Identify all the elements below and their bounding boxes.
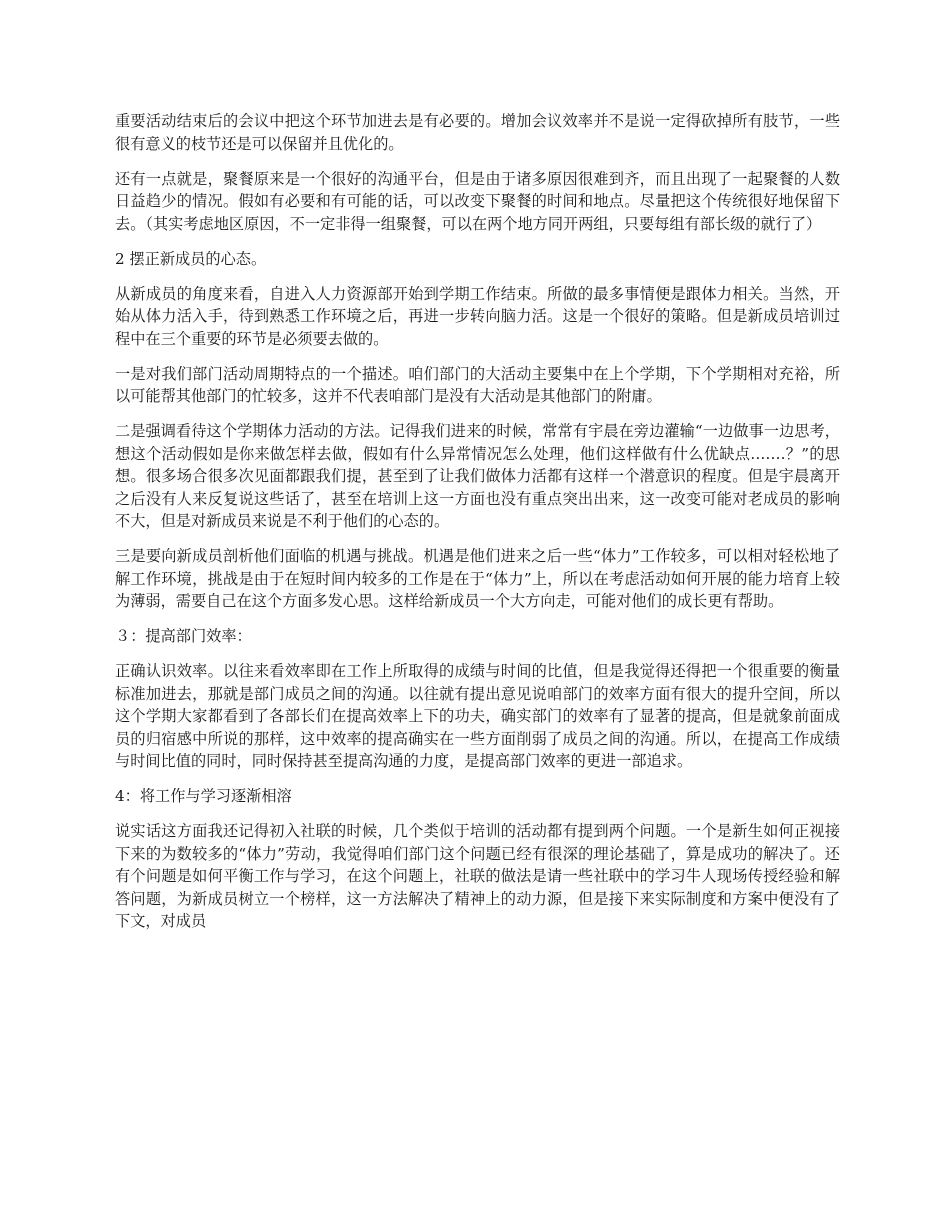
paragraph-efficiency: 正确认识效率。以往来看效率即在工作上所取得的成绩与时间的比值，但是我觉得还得把一个很重要的衡量标准加进去，那就是部门成员之间的沟通。以往就有提出意见说咱部门的效率方面有很大的提升空间，所以这个学期大家都看到了各部长们在提高效率上下的功夫，确实部门的效率有了显著的提高，但是就象前面成员的归宿感中所说的那样，这中效率的提高确实在一些方面削弱了成员之间的沟通。所以，在提高工作成绩与时间比值的同时，同时保持甚至提高沟通的力度，是提高部门效率的更进一部追求。 — [115, 662, 840, 770]
paragraph-meeting-efficiency: 重要活动结束后的会议中把这个环节加进去是有必要的。增加会议效率并不是说一定得砍掉所有肢节，一些很有意义的枝节还是可以保留并且优化的。 — [115, 112, 840, 153]
paragraph-point-three: 三是要向新成员剖析他们面临的机遇与挑战。机遇是他们进来之后一些“体力”工作较多，可以相对轻松地了解工作环境，挑战是由于在短时间内较多的工作是在于“体力”上，所以在考虑活动如何开展的能力培育上较为薄弱，需要自己在这个方面多发心思。这样给新成员一个大方向走，可能对他们的成长更有帮助。 — [115, 547, 840, 610]
section-heading-4: 4：将工作与学习逐渐相溶 — [115, 787, 292, 805]
document-body — [115, 110, 840, 945]
paragraph-new-member-perspective: 从新成员的角度来看，自进入人力资源部开始到学期工作结束。所做的最多事情便是跟体力相关。当然，开始从体力活入手，待到熟悉工作环境之后，再进一步转向脑力活。这是一个很好的策略。但是新成员培训过程中在三个重要的环节是必须要去做的。 — [115, 284, 840, 348]
paragraph-point-two: 二是强调看待这个学期体力活动的方法。记得我们进来的时候，常常有宇晨在旁边灌输“一边做事一边思考，想这个活动假如是你来做怎样去做，假如有什么异常情况怎么处理，他们这样做有什么优缺点…….？”的思想。很多场合很多次见面都跟我们提，甚至到了让我们做体力活都有这样一个潜意识的程度。但是宇晨离开之后没有人来反复说这些话了，甚至在培训上这一方面也没有重点突出出来，这一改变可能对老成员的影响不大，但是对新成员来说是不利于他们的心态的。 — [115, 422, 840, 530]
paragraph-point-one: 一是对我们部门活动周期特点的一个描述。咱们部门的大活动主要集中在上个学期，下个学期相对充裕，所以可能帮其他部门的忙较多，这并不代表咱部门是没有大活动是其他部门的附庸。 — [115, 364, 840, 405]
section-heading-2: 2 摆正新成员的心态。 — [115, 249, 267, 268]
section-heading-3: ３：提高部门效率： — [115, 627, 252, 645]
paragraph-dinner-gathering: 还有一点就是，聚餐原来是一个很好的沟通平台，但是由于诸多原因很难到齐，而且出现了一起聚餐的人数日益趋少的情况。假如有必要和有可能的话，可以改变下聚餐的时间和地点。尽量把这个传统很好地保留下去。（其实考虑地区原因，不一定非得一组聚餐，可以在两个地方同开两组，只要每组有部长级的就行了） — [115, 169, 840, 233]
paragraph-work-study: 说实话这方面我还记得初入社联的时候，几个类似于培训的活动都有提到两个问题。一个是新生如何正视接下来的为数较多的“体力”劳动，我觉得咱们部门这个问题已经有很深的理论基础了，算是成功的解决了。还有个问题是如何平衡工作与学习，在这个问题上，社联的做法是请一些社联中的学习牛人现场传授经验和解答问题，为新成员树立一个榜样，这一方法解决了精神上的动力源，但是接下来实际制度和方案中便没有了下文，对成员 — [115, 822, 840, 930]
